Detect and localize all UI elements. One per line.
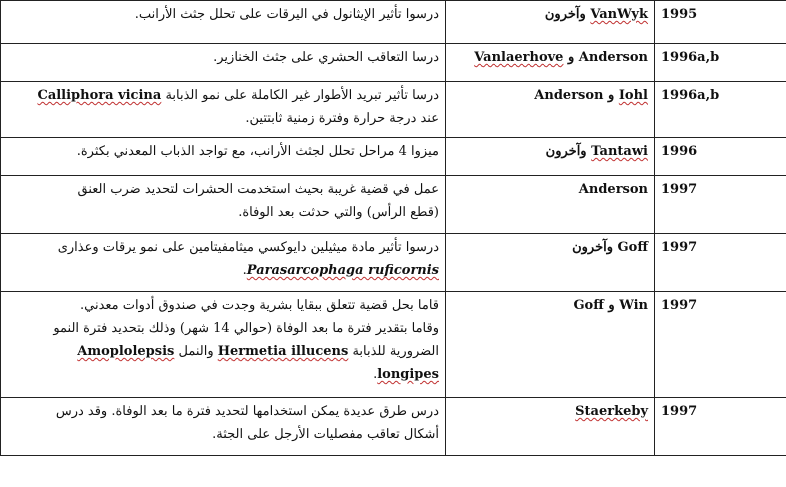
description-cell <box>1 138 446 176</box>
description-text: درسا التعاقب الحشري على جثث الخنازير. <box>213 50 439 65</box>
description-text: ميزوا 4 مراحل تحلل لجثث الأرانب، مع تواجد الذباب المعدني بكثرة. <box>76 144 439 159</box>
description-line <box>7 363 439 386</box>
year-text: 1997 <box>661 240 698 255</box>
table-row <box>1 82 786 138</box>
author-name: Goff <box>617 240 648 255</box>
year-cell <box>655 1 786 44</box>
table-row <box>1 176 786 234</box>
authors-cell <box>446 292 655 398</box>
description-line: قاما بحل قضية تتعلق ببقايا بشرية وجدت في صندوق أدوات معدني. <box>80 298 439 313</box>
description-line <box>7 259 439 282</box>
authors-cell <box>446 138 655 176</box>
authors-cell <box>446 44 655 82</box>
year-cell <box>655 234 786 292</box>
description-line: أشكال تعاقب مفصليات الأرجل على الجثة. <box>212 427 439 442</box>
year-text: 1996a,b <box>661 88 720 103</box>
year-cell <box>655 82 786 138</box>
author-suffix: وآخرون <box>572 240 614 255</box>
description-line: (قطع الرأس) والتي حدثت بعد الوفاة. <box>238 205 439 220</box>
author-name: Anderson <box>578 182 648 197</box>
author-name: Staerkeby <box>575 404 648 419</box>
year-cell <box>655 138 786 176</box>
description-end: . <box>373 367 378 382</box>
year-cell <box>655 44 786 82</box>
author-suffix: وآخرون <box>545 144 587 159</box>
species-name: Hermetia illucens <box>217 344 349 359</box>
description-cell <box>1 234 446 292</box>
authors-cell <box>446 234 655 292</box>
year-cell <box>655 292 786 398</box>
year-text: 1997 <box>661 298 698 313</box>
description-line: درسوا تأثير مادة ميثيلين دايوكسي ميثامفيتامين على نمو يرقات وعذارى <box>57 240 439 255</box>
description-line: عمل في قضية غريبة بحيث استخدمت الحشرات لتحديد ضرب العنق <box>77 182 439 197</box>
author-conjunction: و <box>608 298 615 313</box>
description-cell <box>1 398 446 456</box>
year-text: 1996a,b <box>661 50 720 65</box>
author-name-2: Win <box>619 298 648 313</box>
year-text: 1997 <box>661 404 698 419</box>
author-name-1: Vanlaerhove <box>474 50 564 65</box>
authors-cell <box>446 1 655 44</box>
description-text: درسا تأثير تبريد الأطوار غير الكاملة على نمو الذبابة <box>165 88 439 103</box>
table-row <box>1 292 786 398</box>
table-row <box>1 234 786 292</box>
authors-cell <box>446 176 655 234</box>
table-row <box>1 44 786 82</box>
author-conjunction: و <box>608 88 615 103</box>
year-cell <box>655 176 786 234</box>
description-line: درس طرق عديدة يمكن استخدامها لتحديد فترة ما بعد الوفاة. وقد درس <box>55 404 439 419</box>
species-name: longipes <box>377 367 439 382</box>
description-cell <box>1 176 446 234</box>
description-cell <box>1 82 446 138</box>
description-line: عند درجة حرارة وفترة زمنية ثابتتين. <box>245 111 439 126</box>
author-conjunction: و <box>567 50 575 65</box>
species-name: Parasarcophaga ruficornis <box>246 263 439 278</box>
description-text: والنمل <box>178 344 214 359</box>
description-cell <box>1 44 446 82</box>
year-text: 1997 <box>661 182 698 197</box>
author-name: VanWyk <box>590 7 648 22</box>
year-text: 1996 <box>661 144 698 159</box>
description-line: وقاما بتقدير فترة ما بعد الوفاة (حوالي 14 شهر) وذلك بتحديد فترة النمو <box>53 321 439 336</box>
description-cell <box>1 292 446 398</box>
species-name: Amoplolepsis <box>77 344 175 359</box>
description-line <box>7 84 439 107</box>
author-suffix: وآخرون <box>544 7 586 22</box>
author-name-2: Iohl <box>618 88 648 103</box>
table-row <box>1 398 786 456</box>
author-name: Tantawi <box>591 144 648 159</box>
author-name-2: Anderson <box>578 50 648 65</box>
description-text: الضرورية للذبابة <box>352 344 439 359</box>
species-name: Calliphora vicina <box>37 88 162 103</box>
description-cell <box>1 1 446 44</box>
description-text: درسوا تأثير الإيثانول في اليرقات على تحلل جثث الأرانب. <box>134 7 439 22</box>
year-cell <box>655 398 786 456</box>
table-row <box>1 1 786 44</box>
author-name-1: Anderson <box>534 88 604 103</box>
authors-cell <box>446 82 655 138</box>
author-name-1: Goff <box>573 298 604 313</box>
year-text: 1995 <box>661 7 698 22</box>
table-row <box>1 138 786 176</box>
description-end: . <box>242 263 247 278</box>
authors-cell <box>446 398 655 456</box>
description-line <box>7 340 439 363</box>
